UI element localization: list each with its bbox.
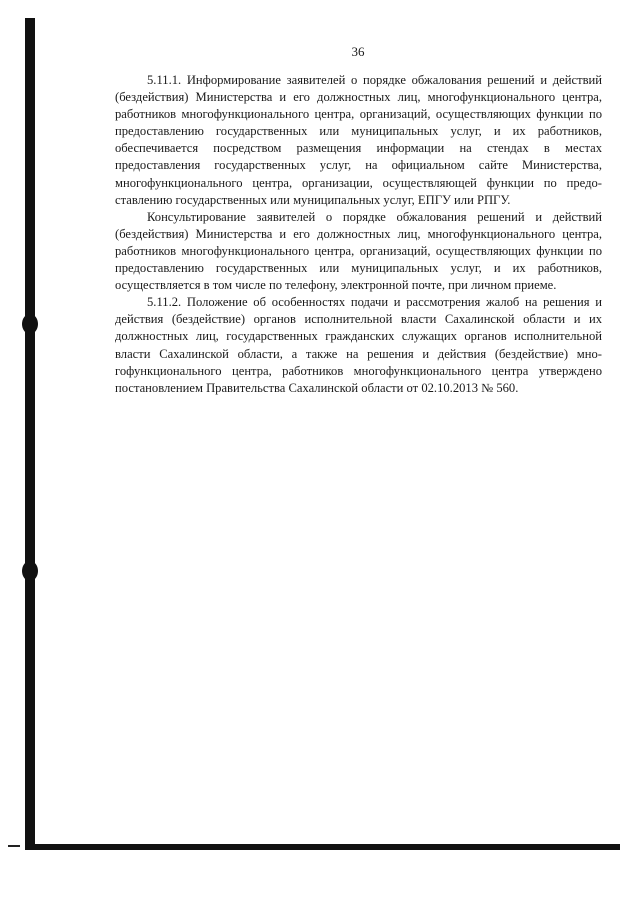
scan-edge-mark [8,845,20,847]
scan-bottom-edge [25,844,620,850]
paragraph-5-11-2: 5.11.2. Положение об особенностях подачи и рассмотрения жалоб на решения и действия (бездействие) органов исполнительной власти Сахалинской области и их должностных лиц, государственных гражданских служащих органов исполнительной власти Сахалинской области, а также на решения и действия (бездействие) многофункционального центра, работников многофункционального центра утверждено постановлением Правительства Сахалинской области от 02.10.2013 № 560. [115,295,602,395]
punch-hole-upper [22,314,38,334]
scan-binding-edge [25,18,35,850]
document-body [115,72,602,397]
paragraph-5-11-1: 5.11.1. Информирование заявителей о порядке обжалования решений и действий (бездействия) Министерства и его должностных лиц, многофункционального центра, работников многофункционального центра, организаций, осуществляющих функции по предоставлению государственных или муниципальных услуг, и их работников, обеспечивается посредством размещения информации на стендах в местах предоставления государственных услуг, на официальном сайте Министерства, многофункционального центра, организации, осуществляющей функции по предоставлению государственных или муниципальных услуг, ЕПГУ или РПГУ. [115,73,602,207]
paragraph-consultation: Консультирование заявителей о порядке обжалования решений и действий (бездействия) Министерства и его должностных лиц, многофункционального центра, работников многофункционального центра, организаций, осуществляющих функции по предоставлению государственных или муниципальных услуг, и их работников, осуществляется в том числе по телефону, электронной почте, при личном приеме. [115,209,602,293]
punch-hole-lower [22,561,38,581]
page-number: 36 [351,44,365,59]
